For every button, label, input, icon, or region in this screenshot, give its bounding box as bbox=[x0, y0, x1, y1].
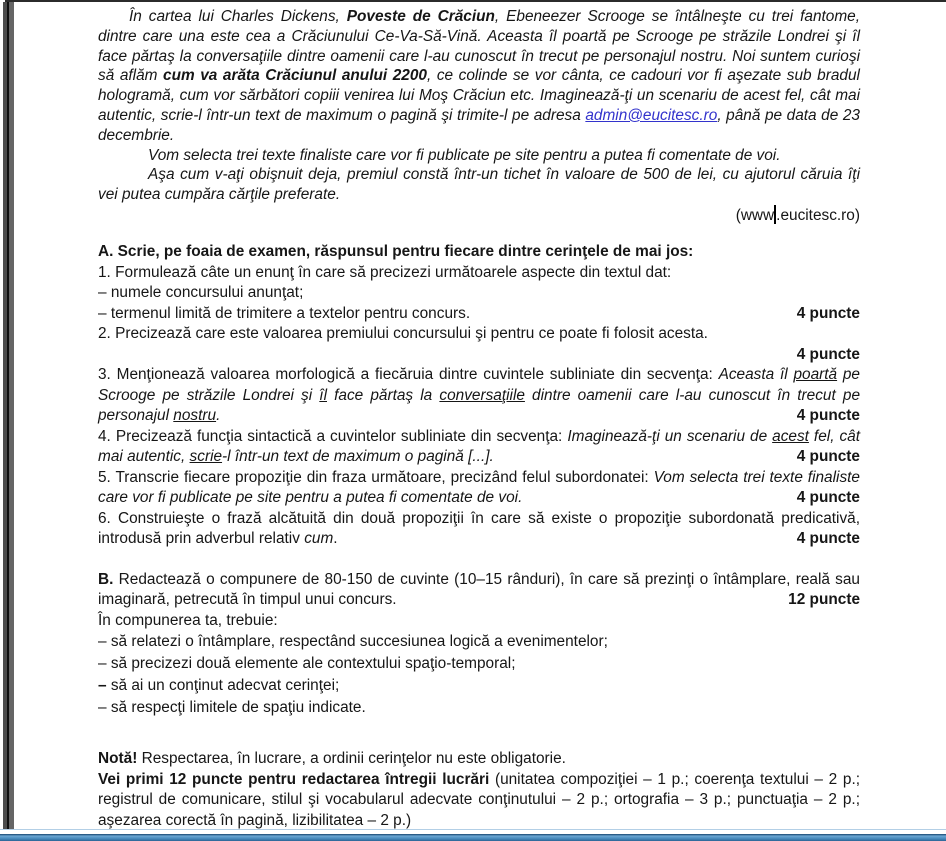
underlined-word: îl bbox=[319, 386, 327, 404]
taskbar-strip bbox=[0, 834, 946, 841]
document-page bbox=[98, 7, 860, 831]
window-top-border bbox=[5, 0, 946, 2]
list-item: – să precizezi două elemente ale contextului spaţio-temporal; bbox=[98, 655, 516, 673]
source-reference-line bbox=[98, 205, 860, 227]
underlined-word: conversaţiile bbox=[439, 386, 525, 404]
points-badge: 4 puncte bbox=[796, 489, 860, 507]
quote-segment: -l într-un text de maximum o pagină [...]. bbox=[222, 448, 494, 466]
heading-text: A. Scrie, pe foaia de examen, răspunsul pentru fiecare dintre cerinţele de mai jos: bbox=[98, 243, 694, 261]
section-b-paragraph bbox=[98, 570, 860, 611]
requirement-item bbox=[98, 653, 860, 675]
requirement-item bbox=[98, 697, 860, 719]
points-badge: 4 puncte bbox=[796, 304, 860, 322]
grading-bold-text: Vei primi 12 puncte pentru redactarea întregii lucrări bbox=[98, 770, 490, 788]
question-text: . bbox=[333, 530, 338, 548]
question-text: 4. Precizează funcţia sintactică a cuvintelor subliniate din secvenţa: bbox=[98, 427, 568, 445]
list-item: – să relatezi o întâmplare, respectând succesiunea logică a evenimentelor; bbox=[98, 633, 608, 651]
section-b-lead bbox=[98, 611, 860, 632]
task-text: Redactează o compunere de 80-150 de cuvinte (10–15 rânduri), în care să prezinţi o întâmplare, reală sau imaginară, petrecută în timpul unui concurs. bbox=[98, 570, 860, 609]
email-link[interactable]: admin@eucitesc.ro bbox=[585, 106, 718, 124]
underlined-word: scrie bbox=[189, 448, 223, 466]
window-left-edge bbox=[0, 2, 14, 830]
question-text: 5. Transcrie fiecare propoziţie din fraza următoare, precizând felul subordonatei: bbox=[98, 468, 654, 486]
quote-segment: Aceasta îl bbox=[718, 366, 794, 384]
text-segment: Aşa cum v-aţi obişnuit deja, premiul constă într-un tichet în valoare de 500 de lei, cu ajutorul căruia îţi vei putea cumpăra cărţile preferate. bbox=[98, 166, 860, 204]
requirement-item bbox=[98, 675, 860, 697]
points-badge: 12 puncte bbox=[788, 591, 860, 609]
section-b-label: B. bbox=[98, 570, 114, 588]
requirement-item bbox=[98, 631, 860, 653]
text-segment: , Ebeneezer Scrooge se întâlneşte cu trei fantome, dintre care una este cea a Crăciunului Ce-Va-Să-Vină. Aceasta îl poartă pe Scrooge pe străzile Londrei şi îl face părtaş la conversaţiile dintre oamenii care l-au cunoscut în trecut pe personajul nostru. Noi suntem curioşi să aflăm bbox=[98, 8, 861, 85]
text-segment: (www bbox=[735, 206, 775, 224]
quote-segment: dintre oamenii care l-au cunoscut în trecut pe personajul bbox=[98, 386, 860, 425]
quote-segment: face părtaş la bbox=[327, 386, 440, 404]
question-text: 6. Construieşte o frază alcătuită din două propoziţii în care să existe o propoziţie subordonată predicativă, introdusă prin adverbul relativ bbox=[98, 509, 860, 548]
note-text: Respectarea, în lucrare, a ordinii cerinţelor nu este obligatorie. bbox=[137, 750, 566, 768]
underlined-word: nostru bbox=[173, 407, 217, 425]
question-2-points-line bbox=[98, 345, 860, 366]
points-badge: 4 puncte bbox=[796, 407, 860, 425]
question-1-item-2 bbox=[98, 304, 860, 325]
book-title-bold: Poveste de Crăciun bbox=[346, 8, 495, 25]
question-text: 2. Precizează care este valoarea premiului concursului şi pentru ce poate fi folosit acesta. bbox=[98, 325, 708, 343]
intro-paragraph-3 bbox=[98, 165, 860, 205]
bottom-separator-line bbox=[0, 829, 946, 830]
quote-segment: fel, cât mai autentic, bbox=[98, 427, 860, 466]
spacer bbox=[98, 550, 860, 570]
quote-segment: Imaginează-ţi un scenariu de bbox=[567, 427, 773, 445]
list-item: – să respecţi limitele de spaţiu indicate. bbox=[98, 699, 366, 717]
text-segment: În cartea lui Charles Dickens, bbox=[129, 8, 347, 25]
intro-paragraph-2 bbox=[98, 146, 860, 166]
grading-detail-text: (unitatea compoziţiei – 1 p.; coerenţa textului – 2 p.; registrul de comunicare, stilul şi vocabularul adecvate conţinutului – 2 p.; ortografia – 3 p.; punctuaţia – 2 p.; aşezarea corectă în pagină, lizibilitatea – 2 p.) bbox=[98, 770, 860, 829]
question-text: 3. Menţionează valoarea morfologică a fiecăruia dintre cuvintele subliniate din secvenţa: bbox=[98, 366, 719, 384]
question-1-item-1 bbox=[98, 283, 860, 304]
points-badge: 4 puncte bbox=[796, 345, 860, 363]
question-2 bbox=[98, 324, 860, 345]
points-badge: 4 puncte bbox=[796, 448, 860, 466]
spacer bbox=[98, 226, 860, 242]
question-6 bbox=[98, 509, 860, 550]
list-item: – numele concursului anunţat; bbox=[98, 284, 304, 302]
quote-segment: Vom selecta trei texte finaliste care vor fi publicate pe site pentru a putea fi comentate de voi. bbox=[98, 468, 860, 507]
quote-segment: pe Scrooge pe străzile Londrei şi bbox=[98, 366, 860, 404]
list-item: să ai un conţinut adecvat cerinţei; bbox=[106, 677, 340, 695]
note-label: Notă! bbox=[98, 750, 138, 768]
text-segment: .eucitesc.ro) bbox=[776, 206, 860, 224]
grading-paragraph bbox=[98, 770, 860, 832]
text-segment: În compunerea ta, trebuie: bbox=[98, 611, 278, 629]
quote-segment: . bbox=[216, 407, 221, 425]
bold-dash: – bbox=[98, 677, 107, 695]
question-4 bbox=[98, 427, 860, 468]
question-5 bbox=[98, 468, 860, 509]
list-item: – termenul limită de trimitere a textelor pentru concurs. bbox=[98, 304, 471, 322]
italic-word: cum bbox=[304, 530, 334, 548]
note-line bbox=[98, 749, 860, 770]
underlined-word: acest bbox=[772, 427, 809, 445]
text-segment: , ce colinde se vor cânta, ce cadouri vor fi aşezate sub bradul hologramă, cum vor sărbători copiii venirea lui Moş Crăciun etc. Imaginează-ţi un scenariu de acest fel, cât mai autentic, scrie-l într-un text de maximum o pagină şi trimite-l pe adresa bbox=[98, 67, 860, 124]
points-badge: 4 puncte bbox=[796, 530, 860, 548]
underlined-word: poartă bbox=[793, 366, 838, 384]
question-text: 1. Formulează câte un enunţ în care să precizezi următoarele aspecte din textul dat: bbox=[98, 263, 672, 281]
text-segment: Vom selecta trei texte finaliste care vor fi publicate pe site pentru a putea fi comentate de voi. bbox=[148, 146, 781, 164]
bold-phrase: cum va arăta Crăciunul anului 2200 bbox=[163, 67, 427, 85]
intro-paragraph bbox=[98, 7, 860, 146]
section-a-heading bbox=[98, 242, 860, 263]
text-segment: , până pe data de 23 decembrie. bbox=[98, 106, 860, 144]
question-3 bbox=[98, 365, 860, 427]
spacer bbox=[98, 719, 860, 749]
question-1 bbox=[98, 263, 860, 284]
